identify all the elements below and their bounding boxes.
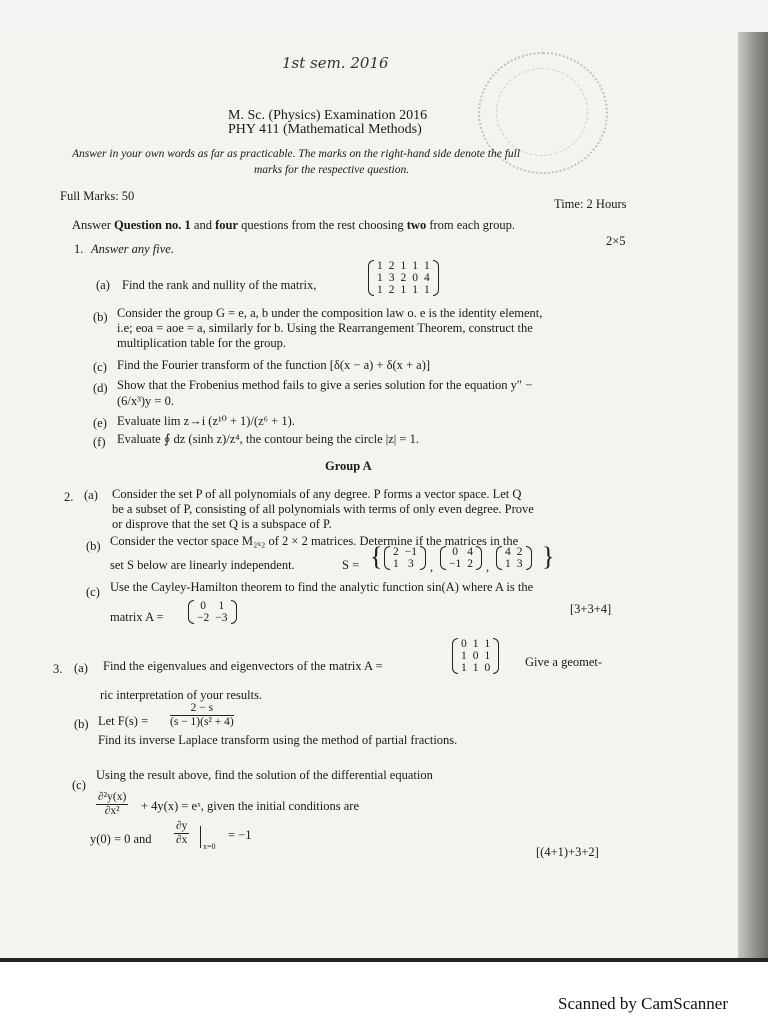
q2a-line2: be a subset of P, consisting of all polynomials with terms of only even degree. Prove	[112, 502, 534, 516]
gi-pre: Answer	[72, 218, 115, 232]
q1a-matrix-entry: 4	[424, 272, 430, 284]
q3-marks: [(4+1)+3+2]	[536, 845, 599, 859]
q3a-matrix-entry: 1	[472, 662, 479, 674]
set-close-brace: }	[542, 542, 555, 571]
q2b-matrix2	[440, 546, 482, 570]
q3a-matrix-entry: 0	[472, 650, 479, 662]
q1a-matrix-entry: 1	[400, 284, 407, 296]
q1f-text: Evaluate ∮ dz (sinh z)/z⁴, the contour being the circle |z| = 1.	[117, 432, 419, 446]
q2b-matrix3-entry: 3	[516, 558, 523, 570]
q3c-eq-num: ∂²y(x)	[98, 791, 127, 803]
q1a-matrix	[368, 260, 439, 296]
q2-number: 2.	[64, 490, 74, 504]
q3a-text: Find the eigenvalues and eigenvectors of the matrix A =	[103, 659, 383, 673]
page-edge-shadow	[738, 32, 768, 960]
q1d-label: (d)	[93, 381, 108, 395]
q1b-line1: Consider the group G = e, a, b under the composition law o. e is the identity element,	[117, 306, 543, 320]
evaluation-bar	[200, 826, 201, 848]
q1a-matrix-entry: 1	[412, 260, 418, 272]
q1a-matrix-entry: 2	[388, 284, 395, 296]
q3c-eq-rest: + 4y(x) = eˣ, given the initial conditions are	[141, 799, 360, 813]
q3a-text3: ric interpretation of your results.	[100, 688, 263, 702]
q1a-label: (a)	[96, 278, 110, 292]
q2a-line1: Consider the set P of all polynomials of any degree. P forms a vector space. Let Q	[112, 487, 522, 501]
q1a-matrix-entry: 1	[400, 260, 407, 272]
q3a-matrix-entry: 0	[461, 638, 467, 650]
q1a-matrix-entry: 0	[412, 272, 418, 284]
q2b-matrix3-entry: 1	[505, 558, 511, 570]
q1a-matrix-entry: 1	[377, 260, 383, 272]
q3b-denominator: (s − 1)(s² + 4)	[170, 716, 234, 728]
course-title: PHY 411 (Mathematical Methods)	[228, 122, 422, 137]
q1c-text: Find the Fourier transform of the function [δ(x − a) + δ(x + a)]	[117, 358, 431, 372]
q2b-matrix3	[496, 546, 532, 570]
q2b-matrix1	[384, 546, 426, 570]
q3c-ic-sub: x=0	[203, 842, 216, 851]
q2b-set-label: S =	[342, 558, 360, 572]
q1a-matrix-entry: 1	[424, 284, 430, 296]
q3c-ic-rest: = −1	[228, 828, 252, 842]
q3c-derivative	[96, 791, 128, 818]
q2c-matrix-entry: 1	[218, 600, 225, 612]
q1-number: 1.	[74, 242, 84, 256]
q3b-text: Let F(s) =	[98, 714, 149, 728]
q1-instruction: Answer any five.	[91, 242, 174, 256]
set-comma-1: ,	[430, 560, 434, 574]
q2c-line1: Use the Cayley-Hamilton theorem to find the analytic function sin(A) where A is the	[110, 580, 534, 594]
q2b-matrix2-entry: 4	[467, 546, 473, 558]
full-marks: Full Marks: 50	[60, 189, 135, 203]
gi-four: four	[215, 218, 239, 232]
q2b-matrix3-entry: 4	[505, 546, 511, 558]
q2b-label: (b)	[86, 539, 101, 553]
q3c-ic1: y(0) = 0 and	[90, 832, 152, 846]
q2b-matrix2-entry: 0	[452, 546, 458, 558]
general-instruction	[72, 218, 515, 233]
q2b-matrix1-entry: 1	[393, 558, 399, 570]
q3b-fraction	[170, 702, 234, 729]
q3b-numerator: 2 − s	[170, 702, 234, 716]
q2b-matrix3-entry: 2	[516, 546, 523, 558]
q3a-matrix-entry: 1	[472, 638, 479, 650]
q2b-matrix2-entry: −1	[449, 558, 462, 570]
q1a-matrix-entry: 3	[388, 272, 395, 284]
q3a-matrix-entry: 1	[484, 650, 491, 662]
scanner-watermark: Scanned by CamScanner	[558, 994, 728, 1013]
instructions-line1: Answer in your own words as far as practicable. The marks on the right-hand side denote the full	[72, 148, 521, 160]
q1e-label: (e)	[93, 416, 107, 430]
q3b-label: (b)	[74, 717, 89, 731]
q3a-matrix-entry: 1	[484, 638, 491, 650]
q3c-ic-derivative	[174, 820, 189, 847]
q3b-line2: Find its inverse Laplace transform using the method of partial fractions.	[98, 733, 458, 747]
q3a-text2: Give a geomet-	[525, 655, 603, 669]
q3a-matrix-entry: 0	[484, 662, 491, 674]
gi-two: two	[406, 218, 427, 232]
q2c-matrix	[188, 600, 237, 624]
q1a-matrix-entry: 1	[377, 272, 383, 284]
group-a-heading: Group A	[325, 459, 372, 473]
q1e-text: Evaluate lim z→i (z¹⁰ + 1)/(z⁶ + 1).	[117, 414, 295, 428]
q3a-label: (a)	[74, 661, 88, 675]
instructions-line2: marks for the respective question.	[254, 164, 410, 176]
q1a-matrix-entry: 2	[400, 272, 407, 284]
q2b-matrix2-entry: 2	[467, 558, 473, 570]
q2c-matrix-entry: −3	[215, 612, 228, 624]
q2b-matrix1-entry: −1	[404, 546, 417, 558]
q1c-label: (c)	[93, 360, 107, 374]
q3a-matrix-entry: 1	[461, 662, 467, 674]
gi-end: from each group.	[426, 218, 516, 232]
q2b-line2: set S below are linearly independent.	[110, 558, 295, 572]
q3a-matrix	[452, 638, 499, 674]
institution-stamp-inner	[496, 68, 588, 156]
q1a-matrix-entry: 1	[424, 260, 430, 272]
q1-marks: 2×5	[606, 234, 626, 248]
q2a-label: (a)	[84, 488, 98, 502]
q2-marks: [3+3+4]	[570, 602, 612, 616]
q3c-ic-num: ∂y	[176, 820, 188, 832]
q2c-matrix-entry: −2	[197, 612, 210, 624]
set-comma-2: ,	[486, 560, 490, 574]
q2c-matrix-entry: 0	[200, 600, 206, 612]
q1d-line1: Show that the Frobenius method fails to give a series solution for the equation y″ −	[117, 378, 533, 392]
exam-title: M. Sc. (Physics) Examination 2016	[228, 108, 428, 123]
q2b-matrix1-entry: 2	[393, 546, 399, 558]
q2c-label: (c)	[86, 585, 100, 599]
q3-number: 3.	[53, 662, 63, 676]
q3c-eq-den: ∂x²	[104, 805, 120, 817]
q1a-matrix-entry: 2	[388, 260, 395, 272]
q3a-matrix-entry: 1	[461, 650, 467, 662]
scan-footer	[0, 962, 768, 1024]
q1a-matrix-entry: 1	[412, 284, 418, 296]
q1a-matrix-entry: 1	[377, 284, 383, 296]
set-open-brace: {	[370, 542, 383, 571]
q2b-matrix1-entry: 3	[408, 558, 414, 570]
q3c-line1: Using the result above, find the solution of the differential equation	[96, 768, 433, 782]
q2a-line3: or disprove that the set Q is a subspace of P.	[112, 517, 332, 531]
exam-time: Time: 2 Hours	[554, 197, 627, 211]
q1b-line2: i.e; eoa = aoe = a, similarly for b. Using the Rearrangement Theorem, construct the	[117, 321, 533, 335]
q1a-text: Find the rank and nullity of the matrix,	[122, 278, 317, 292]
q1d-line2: (6/x³)y = 0.	[117, 394, 174, 408]
handwritten-note: 1st sem. 2016	[282, 54, 389, 72]
q2b-line1: Consider the vector space M₂ₓ₂ of 2 × 2 matrices. Determine if the matrices in the	[110, 534, 519, 548]
gi-post: questions from the rest choosing	[238, 218, 407, 232]
q1f-label: (f)	[93, 435, 106, 449]
q1b-line3: multiplication table for the group.	[117, 336, 287, 350]
gi-q: Question no. 1	[114, 218, 191, 232]
q3c-ic-den: ∂x	[176, 834, 188, 846]
q3c-label: (c)	[72, 778, 86, 792]
q2c-line2: matrix A =	[110, 610, 164, 624]
q1b-label: (b)	[93, 310, 108, 324]
gi-mid: and	[190, 218, 216, 232]
